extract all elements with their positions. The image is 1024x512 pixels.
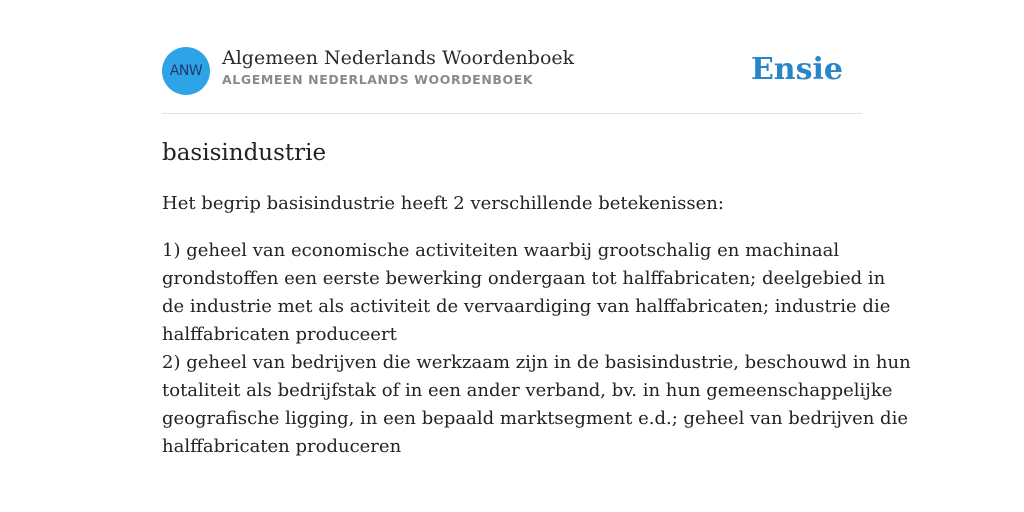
definition-line: grondstoffen een eerste bewerking ondergaan tot halffabricaten; deelgebied in	[162, 268, 886, 289]
definition-line: totaliteit als bedrijfstak of in een ander verband, bv. in hun gemeenschappelijke	[162, 380, 893, 401]
definition-line: de industrie met als activiteit de vervaardiging van halffabricaten; industrie die	[162, 296, 891, 317]
source-title[interactable]: Algemeen Nederlands Woordenboek	[222, 47, 575, 69]
definition-line: geografische ligging, in een bepaald marktsegment e.d.; geheel van bedrijven die	[162, 408, 908, 429]
definition-line: halffabricaten produceren	[162, 436, 402, 457]
header-divider	[162, 113, 862, 114]
definition-line: halffabricaten produceert	[162, 324, 397, 345]
entry-term: basisindustrie	[162, 140, 327, 166]
ensie-brand-logo[interactable]: Ensie	[750, 52, 843, 87]
source-subtitle: ALGEMEEN NEDERLANDS WOORDENBOEK	[222, 72, 534, 87]
definition-line: 2) geheel van bedrijven die werkzaam zijn in de basisindustrie, beschouwd in hun	[162, 352, 911, 373]
anw-logo[interactable]: ANW	[162, 47, 210, 95]
source-header	[162, 46, 862, 96]
definitions	[162, 237, 911, 461]
definition-line: 1) geheel van economische activiteiten waarbij grootschalig en machinaal	[162, 240, 840, 261]
entry-intro: Het begrip basisindustrie heeft 2 verschillende betekenissen:	[162, 193, 724, 214]
entry-card	[162, 0, 911, 512]
source-titles	[222, 46, 574, 89]
